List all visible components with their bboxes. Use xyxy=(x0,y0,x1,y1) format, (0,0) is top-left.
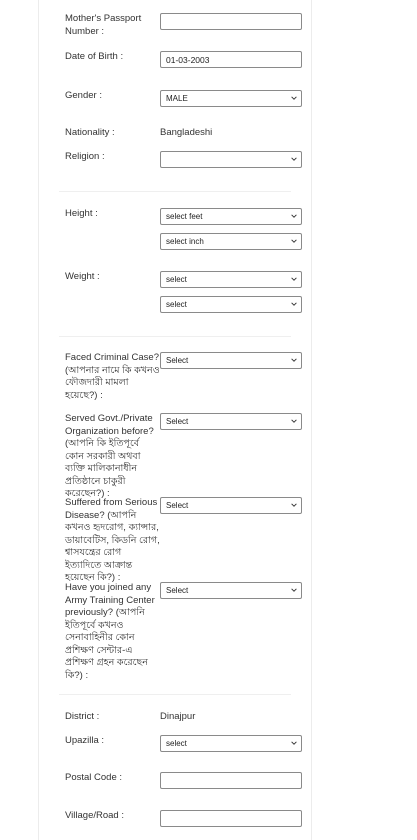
dob-label: Date of Birth : xyxy=(65,51,124,62)
serious-disease-value: Select xyxy=(166,501,189,510)
height-feet-value: select feet xyxy=(166,212,203,221)
section-divider xyxy=(59,191,291,192)
chevron-down-icon xyxy=(291,357,297,363)
chevron-down-icon xyxy=(291,418,297,424)
chevron-down-icon xyxy=(291,238,297,244)
criminal-case-value: Select xyxy=(166,356,189,365)
weight-select-1[interactable] xyxy=(160,271,302,288)
criminal-case-select[interactable] xyxy=(160,352,302,369)
height-feet-select[interactable] xyxy=(160,208,302,225)
section-divider xyxy=(59,336,291,337)
mothers-passport-label: Mother's Passport Number : xyxy=(65,13,142,37)
army-training-value: Select xyxy=(166,586,189,595)
weight-label: Weight : xyxy=(65,271,100,282)
postal-code-label: Postal Code : xyxy=(65,772,123,783)
criminal-case-label: Faced Criminal Case? (আপনার নামে কি কখনও ফৌজদারী মামলা হয়েছে?) : xyxy=(65,352,160,401)
district-label: District : xyxy=(65,711,100,722)
army-training-select[interactable] xyxy=(160,582,302,599)
height-inch-value: select inch xyxy=(166,237,204,246)
upazilla-value: select xyxy=(166,739,187,748)
dob-input[interactable] xyxy=(160,51,302,68)
nationality-value: Bangladeshi xyxy=(160,127,213,138)
village-road-input[interactable] xyxy=(160,810,302,827)
served-before-value: Select xyxy=(166,417,189,426)
serious-disease-label: Suffered from Serious Disease? (আপনি কখনও হৃদরোগ, ক্যান্সার, ডায়াবেটিস, কিডনি রোগ, শ্বাসযন্ত্রের রোগ ইত্যাদিতে আক্রান্ত হয়েছেন কি?) : xyxy=(65,497,160,583)
army-training-label: Have you joined any Army Training Center previously? (আপনি ইতিপূর্বে কখনও সেনাবাহিনীর কোন প্রশিক্ষণ সেন্টার-এ প্রশিক্ষণ গ্রহন করেছেন কি?) : xyxy=(65,582,155,681)
weight-select-2[interactable] xyxy=(160,296,302,313)
religion-label: Religion : xyxy=(65,151,105,162)
weight-select-1-value: select xyxy=(166,275,187,284)
chevron-down-icon xyxy=(291,95,297,101)
height-label: Height : xyxy=(65,208,98,219)
nationality-label: Nationality : xyxy=(65,127,115,138)
chevron-down-icon xyxy=(291,587,297,593)
religion-select[interactable] xyxy=(160,151,302,168)
mothers-passport-input[interactable] xyxy=(160,13,302,30)
gender-label: Gender : xyxy=(65,90,102,101)
upazilla-label: Upazilla : xyxy=(65,735,105,746)
chevron-down-icon xyxy=(291,156,297,162)
chevron-down-icon xyxy=(291,301,297,307)
chevron-down-icon xyxy=(291,213,297,219)
served-before-label: Served Govt./Private Organization before? (আপনি কি ইতিপূর্বে কোন সরকারী অথবা ব্যক্তি মালিকানাধীন প্রতিষ্ঠানে চাকুরী করেছেন?) : xyxy=(65,413,154,499)
district-value: Dinajpur xyxy=(160,711,196,722)
gender-selected-value: MALE xyxy=(166,94,188,103)
form-panel xyxy=(38,0,312,840)
chevron-down-icon xyxy=(291,740,297,746)
chevron-down-icon xyxy=(291,276,297,282)
village-road-label: Village/Road : xyxy=(65,810,124,821)
served-before-select[interactable] xyxy=(160,413,302,430)
gender-select[interactable] xyxy=(160,90,302,107)
postal-code-input[interactable] xyxy=(160,772,302,789)
section-divider xyxy=(59,694,291,695)
chevron-down-icon xyxy=(291,502,297,508)
upazilla-select[interactable] xyxy=(160,735,302,752)
serious-disease-select[interactable] xyxy=(160,497,302,514)
height-inch-select[interactable] xyxy=(160,233,302,250)
weight-select-2-value: select xyxy=(166,300,187,309)
